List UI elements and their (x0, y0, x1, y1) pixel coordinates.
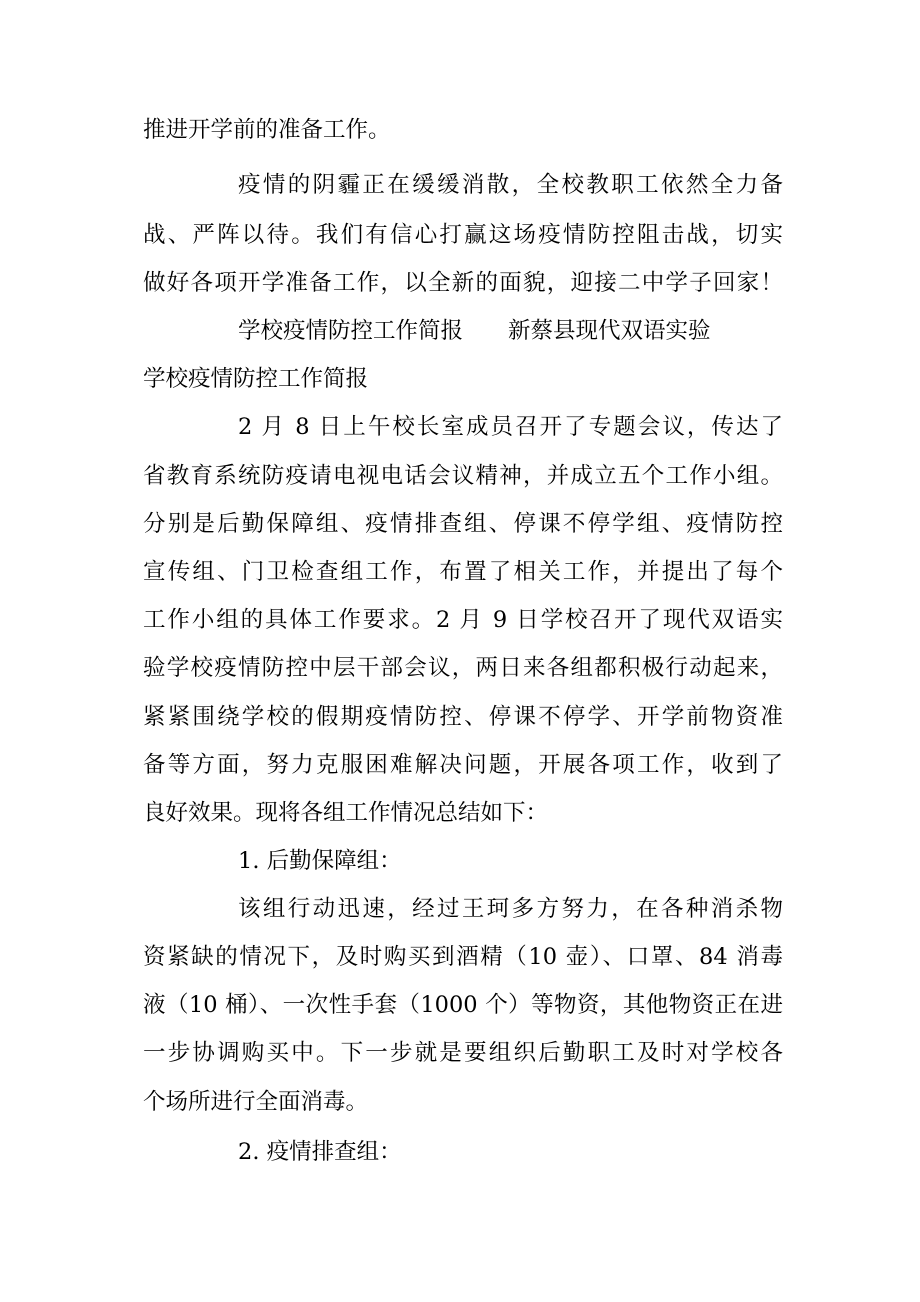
text-line: 液（10 桶）、一次性手套（1000 个）等物资，其他物资正在进 (143, 992, 783, 1018)
text-line: 战、严阵以待。我们有信心打赢这场疫情防控阻击战，切实 (143, 222, 783, 248)
list-heading: 1. 后勤保障组： (238, 848, 402, 874)
text-line: 宣传组、门卫检查组工作，布置了相关工作，并提出了每个 (143, 559, 783, 585)
text-line: 疫情的阴霾正在缓缓消散，全校教职工依然全力备 (238, 172, 783, 198)
text-line: 省教育系统防疫请电视电话会议精神，并成立五个工作小组。 (143, 463, 783, 489)
text-line: 推进开学前的准备工作。 (143, 117, 391, 143)
section-title: 学校疫情防控工作简报 新蔡县现代双语实验 (238, 318, 711, 344)
list-heading: 2. 疫情排查组： (238, 1139, 402, 1165)
text-line: 做好各项开学准备工作，以全新的面貌，迎接二中学子回家！ (143, 270, 783, 296)
text-line: 资紧缺的情况下，及时购买到酒精（10 壶）、口罩、84 消毒 (143, 944, 783, 970)
text-line: 2 月 8 日上午校长室成员召开了专题会议，传达了 (238, 414, 783, 440)
text-line: 工作小组的具体工作要求。2 月 9 日学校召开了现代双语实 (143, 607, 783, 633)
text-line: 个场所进行全面消毒。 (143, 1089, 369, 1115)
text-line: 该组行动迅速，经过王珂多方努力，在各种消杀物 (238, 896, 783, 922)
text-line: 一步协调购买中。下一步就是要组织后勤职工及时对学校各 (143, 1040, 783, 1066)
section-title: 学校疫情防控工作简报 (143, 366, 369, 392)
text-line: 验学校疫情防控中层干部会议，两日来各组都积极行动起来， (143, 655, 783, 681)
text-line: 备等方面，努力克服困难解决问题，开展各项工作，收到了 (143, 752, 783, 778)
text-line: 分别是后勤保障组、疫情排查组、停课不停学组、疫情防控 (143, 511, 783, 537)
text-line: 良好效果。现将各组工作情况总结如下： (143, 800, 549, 826)
text-line: 紧紧围绕学校的假期疫情防控、停课不停学、开学前物资准 (143, 704, 783, 730)
